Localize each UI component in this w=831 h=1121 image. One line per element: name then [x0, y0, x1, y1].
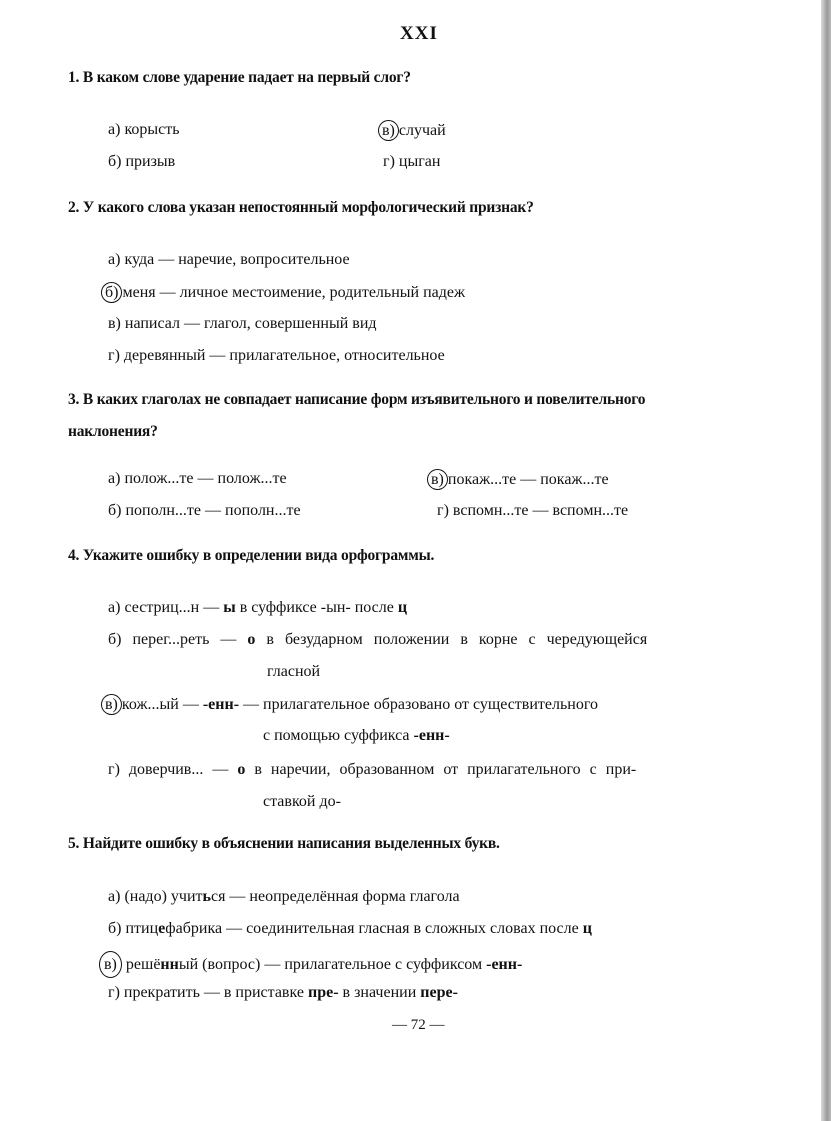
text-segment: — прилагательное образовано от существительного — [239, 696, 599, 713]
option-1d — [383, 152, 440, 172]
text-segment: с помощью суффикса — [263, 727, 414, 744]
text-segment: сестриц...н — — [124, 599, 224, 616]
text-segment: пополн...те — пополн...те — [125, 502, 301, 519]
option-4b — [108, 630, 647, 650]
option-5b — [108, 919, 592, 939]
text-segment: 3. — [68, 391, 80, 408]
option-4b-cont: гласной — [267, 663, 321, 680]
text-segment: ц — [397, 599, 408, 616]
text-segment: птиц — [125, 920, 159, 937]
text-segment: в суффиксе -ын- после — [235, 599, 398, 616]
text-segment: е — [158, 920, 166, 937]
text-segment: а) — [108, 251, 121, 268]
scan-edge — [821, 0, 831, 1121]
option-1a — [108, 120, 180, 140]
text-segment: б) — [108, 153, 122, 170]
question-1 — [68, 68, 411, 88]
text-segment: а) — [108, 470, 121, 487]
text-segment: деревянный — прилагательное, относительное — [123, 347, 445, 364]
text-segment: -енн- — [202, 696, 240, 713]
text-segment: -енн- — [486, 956, 523, 973]
text-segment: о — [237, 761, 246, 778]
text-segment: в) — [108, 315, 121, 332]
text-segment: ый (вопрос) — прилагательное с суффиксом — [178, 956, 487, 973]
text-segment: а) — [108, 599, 121, 616]
text-segment: 2. — [68, 199, 80, 216]
text-segment: цыган — [398, 153, 441, 170]
question-3 — [68, 390, 645, 410]
option-4d-cont: ставкой до- — [263, 793, 341, 810]
option-5d — [108, 983, 458, 1003]
answer-circle: б) — [101, 282, 122, 303]
text-segment: фабрика — соединительная гласная в сложных словах после — [165, 920, 583, 937]
option-3a — [108, 469, 287, 489]
option-4d — [108, 760, 636, 780]
text-segment: Укажите ошибку в определении вида орфограммы. — [82, 547, 435, 564]
text-segment: корысть — [124, 121, 180, 138]
text-segment: куда — наречие, вопросительное — [124, 251, 350, 268]
option-4c-cont — [263, 726, 450, 746]
option-4c — [106, 694, 598, 715]
text-segment: полож...те — полож...те — [124, 470, 287, 487]
text-segment: доверчив... — — [128, 761, 238, 778]
text-segment: написал — глагол, совершенный вид — [124, 315, 377, 332]
question-2 — [68, 198, 534, 218]
option-3b — [108, 501, 301, 521]
text-segment: ы — [223, 599, 236, 616]
text-segment: а) — [108, 888, 121, 905]
option-5c — [104, 951, 522, 978]
question-text: В каком слове ударение падает на первый слог? — [82, 69, 411, 86]
text-segment: а) — [108, 121, 121, 138]
option-2b — [106, 282, 465, 303]
question-5 — [68, 834, 500, 854]
text-segment: б) — [108, 502, 122, 519]
text-segment: перег...реть — — [132, 631, 248, 648]
text-segment: 5. — [68, 835, 80, 852]
text-segment: о — [247, 631, 256, 648]
page-title: XXI — [400, 23, 438, 44]
option-1c — [383, 120, 446, 141]
text-segment: (надо) учит — [124, 888, 203, 905]
text-segment: прекратить — в приставке — [123, 984, 308, 1001]
text-segment: кож...ый — — [121, 696, 203, 713]
text-segment: г) — [108, 347, 120, 364]
text-segment: нн — [160, 956, 179, 973]
answer-circle: в) — [101, 694, 122, 715]
text-segment: пере- — [420, 984, 458, 1001]
answer-circle: в) — [427, 469, 448, 490]
text-segment: г) — [383, 153, 395, 170]
text-segment: Найдите ошибку в объяснении написания выделенных букв. — [82, 835, 500, 852]
option-2c — [108, 314, 377, 334]
text-segment: в наречии, образованном от прилагательного с при- — [245, 761, 637, 778]
question-number: 1. — [68, 69, 80, 86]
text-segment: пре- — [307, 984, 339, 1001]
question-4 — [68, 546, 434, 566]
text-segment: ь — [202, 888, 211, 905]
answer-circle: в) — [378, 120, 399, 141]
option-3c — [432, 469, 609, 490]
text-segment: ся — неопределённая форма глагола — [210, 888, 460, 905]
option-3d — [437, 501, 628, 521]
text-segment: г) — [108, 761, 120, 778]
text-segment: ц — [582, 920, 592, 937]
option-5a — [108, 887, 460, 907]
text-segment: б) — [108, 631, 122, 648]
text-segment: случай — [398, 122, 446, 139]
text-segment: в значении — [338, 984, 421, 1001]
text-segment: б) — [108, 920, 122, 937]
text-segment: В каких глаголах не совпадает написание форм изъявительного и повелительного — [82, 391, 646, 408]
text-segment: покаж...те — покаж...те — [447, 471, 609, 488]
text-segment: решё — [125, 956, 161, 973]
text-segment: вспомн...те — вспомн...те — [452, 502, 629, 519]
text-segment: в безударном положении в корне с чередующейся — [255, 631, 648, 648]
text-segment: У какого слова указан непостоянный морфологический признак? — [82, 199, 534, 216]
text-segment: 4. — [68, 547, 80, 564]
text-segment: г) — [437, 502, 449, 519]
text-segment: -енн- — [413, 727, 450, 744]
text-segment: меня — личное местоимение, родительный падеж — [122, 284, 466, 301]
text-segment: г) — [108, 984, 120, 1001]
option-1b — [108, 152, 175, 172]
page-number: — 72 — — [392, 1017, 445, 1033]
text-segment: призыв — [125, 153, 176, 170]
option-2a — [108, 250, 350, 270]
answer-circle: в) — [99, 951, 122, 978]
question-3-cont: наклонения? — [68, 423, 158, 440]
option-4a — [108, 598, 407, 618]
option-2d — [108, 346, 445, 366]
